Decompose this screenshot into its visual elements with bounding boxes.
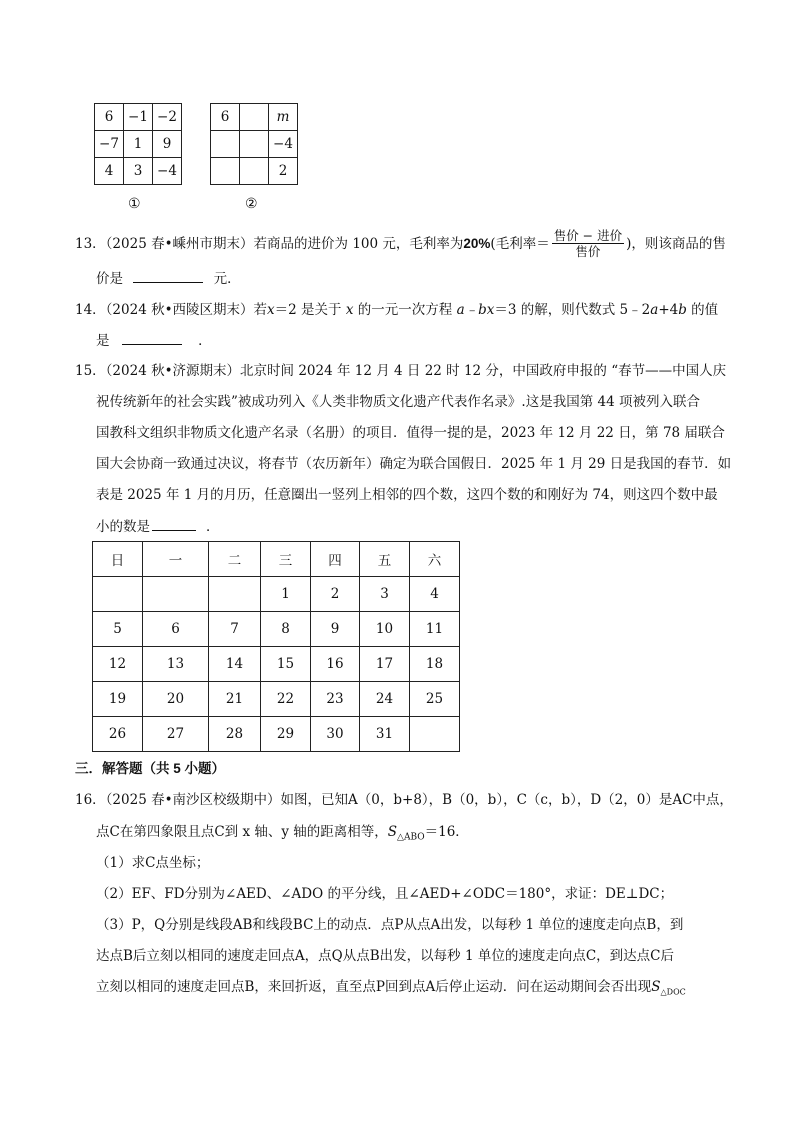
q14-eq: ＝2 是关于	[274, 302, 342, 318]
grid2-label: ②	[245, 196, 258, 212]
q13-paren-close: )，则该商品的售	[626, 235, 726, 252]
q16-line2-a: 点C在第四象限且点C到 x 轴、y 轴的距离相等，	[96, 824, 388, 840]
calendar-day-cell: 18	[410, 647, 460, 682]
grid1-cell: 6	[95, 104, 124, 131]
fraction-numerator: 售价 − 进价	[553, 228, 623, 243]
grid2-cell	[240, 104, 269, 131]
weekday-header: 三	[261, 542, 311, 577]
q14-text-3: ＝3 的解，则代数式 5﹣2	[494, 302, 651, 318]
q14-line2-a: 是	[96, 333, 110, 349]
q13-line2-b: 元．	[213, 271, 241, 287]
calendar-header-row	[93, 542, 460, 577]
calendar-day-cell: 5	[93, 612, 143, 647]
grid1-cell: −2	[153, 104, 182, 131]
calendar-table	[92, 541, 460, 752]
grid2-cell	[211, 158, 240, 185]
calendar-day-cell	[93, 577, 143, 612]
weekday-header: 二	[209, 542, 261, 577]
question-14-line-1	[75, 300, 718, 320]
calendar-day-cell: 27	[143, 717, 209, 752]
calendar-day-cell: 17	[360, 647, 410, 682]
calendar-day-cell: 16	[311, 647, 360, 682]
calendar-day-cell: 6	[143, 612, 209, 647]
question-16-part-1: （1）求C点坐标；	[96, 855, 210, 871]
question-13-line-2	[96, 268, 241, 289]
area-symbol: S	[387, 824, 398, 840]
calendar-day-cell: 3	[360, 577, 410, 612]
grid2-cell	[211, 131, 240, 158]
calendar-week-row	[93, 682, 460, 717]
calendar-day-cell: 31	[360, 717, 410, 752]
question-15-line-2: 祝传统新年的社会实践”被成功列入《人类非物质文化遗产代表作名录》.这是我国第 44 项被列入联合	[96, 394, 700, 410]
weekday-header: 五	[360, 542, 410, 577]
grid1-cell: 1	[124, 131, 153, 158]
q14-var-x: x	[267, 302, 275, 318]
calendar-day-cell: 15	[261, 647, 311, 682]
calendar-day-cell: 22	[261, 682, 311, 717]
q15-last-a: 小的数是	[96, 519, 150, 535]
q13-line2-a: 价是	[96, 271, 123, 287]
calendar-day-cell	[209, 577, 261, 612]
q13-prefix: 13．（2025 春•嵊州市期末）若商品的进价为 100 元，毛利率为	[75, 235, 464, 252]
grid1-cell: 4	[95, 158, 124, 185]
answer-blank-15[interactable]	[152, 516, 196, 531]
calendar-day-cell: 30	[311, 717, 360, 752]
calendar-day-cell: 12	[93, 647, 143, 682]
question-16-part-3-line-1: （3）P，Q分别是线段AB和线段BC上的动点．点P从点A出发，以每秒 1 单位的速度走向点B，到	[96, 917, 684, 933]
weekday-header: 四	[311, 542, 360, 577]
grid1-cell: −4	[153, 158, 182, 185]
weekday-header: 六	[410, 542, 460, 577]
grid1-label: ①	[128, 196, 141, 212]
weekday-header: 一	[143, 542, 209, 577]
q13-rate: 20%	[463, 235, 491, 251]
question-15-line-1: 15．（2024 秋•济源期末）北京时间 2024 年 12 月 4 日 22 时 12 分，中国政府申报的 “春节——中国人庆	[75, 363, 727, 379]
q15-last-b: ．	[206, 519, 220, 535]
q14-plus4: +4	[658, 302, 679, 318]
calendar-day-cell: 14	[209, 647, 261, 682]
q14-text-4: 的值	[691, 302, 719, 318]
grid1-cell: 9	[153, 131, 182, 158]
calendar-day-cell: 23	[311, 682, 360, 717]
area-symbol-doc: S	[651, 979, 661, 995]
calendar-day-cell: 2	[311, 577, 360, 612]
area-subscript: △ABO	[397, 832, 425, 843]
calendar-day-cell	[410, 717, 460, 752]
grid1-cell: −7	[95, 131, 124, 158]
question-15-line-6	[96, 516, 220, 537]
calendar-day-cell: 29	[261, 717, 311, 752]
area-subscript-doc: △DOC	[660, 987, 686, 997]
calendar-day-cell: 10	[360, 612, 410, 647]
grid2-cell: 6	[211, 104, 240, 131]
number-grid-2	[210, 103, 298, 185]
q16-line2-b: ＝16．	[424, 824, 469, 840]
calendar-day-cell: 21	[209, 682, 261, 717]
calendar-day-cell	[143, 577, 209, 612]
calendar-day-cell: 11	[410, 612, 460, 647]
answer-blank-13[interactable]	[133, 268, 203, 283]
calendar-day-cell: 28	[209, 717, 261, 752]
calendar-week-row	[93, 612, 460, 647]
grid2-cell	[240, 131, 269, 158]
calendar-day-cell: 8	[261, 612, 311, 647]
fraction-denominator: 售价	[575, 244, 601, 259]
question-16-line-2	[96, 822, 469, 848]
calendar-day-cell: 7	[209, 612, 261, 647]
answer-blank-14[interactable]	[122, 330, 182, 345]
calendar-day-cell: 26	[93, 717, 143, 752]
question-15-line-3: 国教科文组织非物质文化遗产名录（名册）的项目．值得一提的是，2023 年 12 月 22 日，第 78 届联合	[96, 425, 725, 441]
calendar-week-row	[93, 717, 460, 752]
q16-p3-line3-text: 立刻以相同的速度走回点B，来回折返，直至点P回到点A后停止运动．问在运动期间会否出现	[96, 979, 652, 995]
calendar-day-cell: 9	[311, 612, 360, 647]
calendar-day-cell: 19	[93, 682, 143, 717]
calendar-week-row	[93, 647, 460, 682]
calendar-day-cell: 13	[143, 647, 209, 682]
question-16-part-2: （2）EF、FD分别为∠AED、∠ADO 的平分线，且∠AED+∠ODC＝180°，求证：DE⊥DC；	[96, 886, 674, 902]
section-heading: 三．解答题（共 5 小题）	[75, 761, 226, 776]
grid1-cell: 3	[124, 158, 153, 185]
grid2-cell: 2	[269, 158, 298, 185]
calendar-day-cell: 20	[143, 682, 209, 717]
question-14-line-2	[96, 330, 212, 351]
question-16-part-3-line-3	[96, 977, 686, 1003]
q14-var-b: b	[678, 302, 687, 318]
question-13-line-1	[75, 228, 726, 259]
question-16-part-3-line-2: 达点B后立刻以相同的速度走回点A，点Q从点B出发，以每秒 1 单位的速度走向点C，到达点C后	[96, 948, 674, 964]
q14-expr: a﹣bx	[456, 302, 495, 318]
question-15-line-5: 表是 2025 年 1 月的月历，任意圈出一竖列上相邻的四个数，这四个数的和刚好为 74，则这四个数中最	[96, 487, 718, 503]
weekday-header: 日	[93, 542, 143, 577]
q14-var-x2: x	[345, 302, 354, 318]
calendar-day-cell: 1	[261, 577, 311, 612]
calendar-day-cell: 25	[410, 682, 460, 717]
question-15-line-4: 国大会协商一致通过决议，将春节（农历新年）确定为联合国假日．2025 年 1 月 29 日是我国的春节．如	[96, 456, 732, 472]
q14-text-2: 的一元一次方程	[357, 302, 453, 318]
q13-paren-open: (毛利率＝	[490, 235, 550, 252]
grid2-cell: −4	[269, 131, 298, 158]
q14-text-1: 14．（2024 秋•西陵区期末）若	[75, 302, 268, 318]
grid2-cell	[240, 158, 269, 185]
calendar-day-cell: 24	[360, 682, 410, 717]
number-grid-1	[94, 103, 182, 185]
calendar-week-row	[93, 577, 460, 612]
profit-rate-fraction	[552, 228, 624, 259]
question-16-line-1: 16．（2025 春•南沙区校级期中）如图，已知A（0，b+8），B（0，b），C（c，b），D（2，0）是AC中点，	[75, 792, 733, 808]
grid1-cell: −1	[124, 104, 153, 131]
grid2-cell: m	[269, 104, 298, 131]
calendar-day-cell: 4	[410, 577, 460, 612]
q14-line2-b: ．	[198, 333, 212, 349]
q14-var-a: a	[650, 302, 659, 318]
